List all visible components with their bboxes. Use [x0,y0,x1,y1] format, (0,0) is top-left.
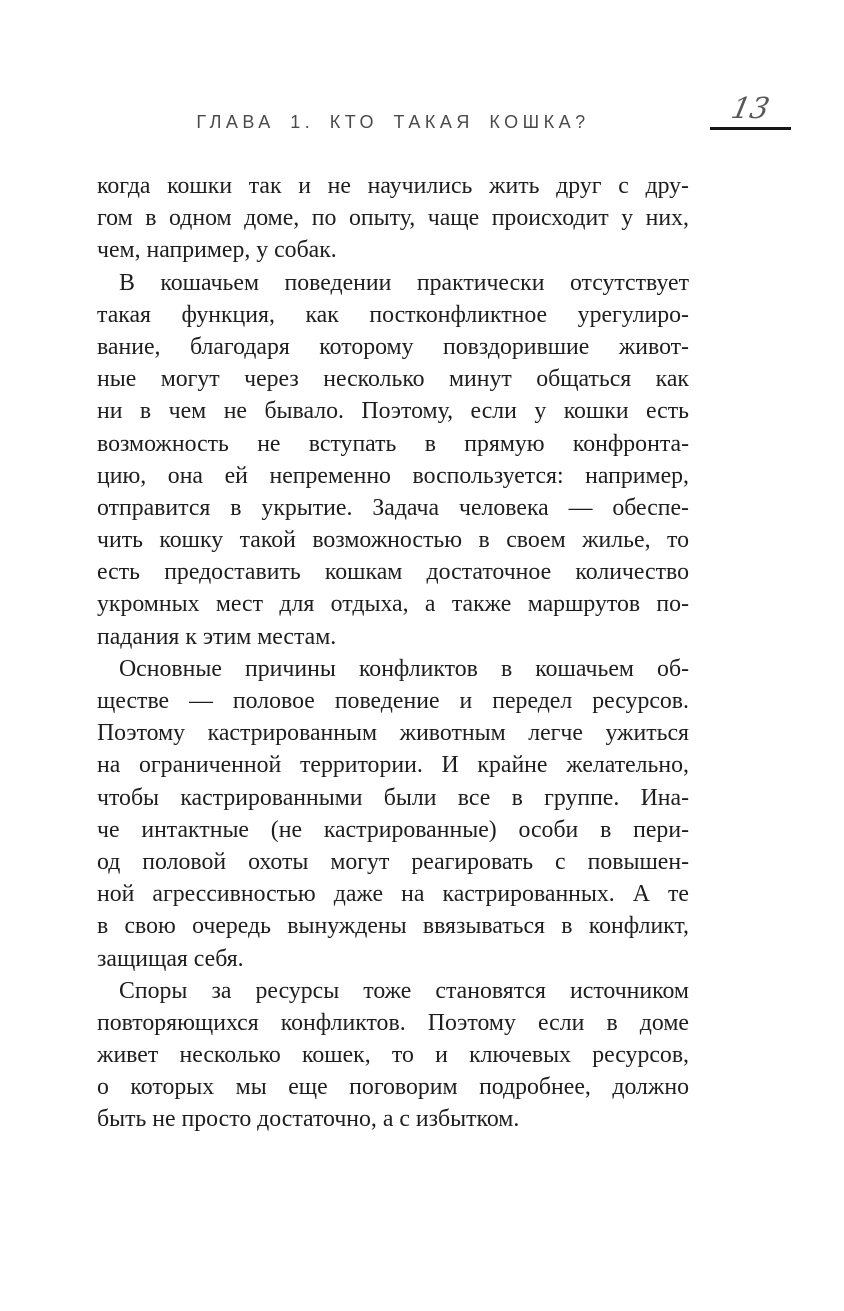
text-line: повторяющихся конфликтов. Поэтому если в доме [97,1009,689,1036]
text-line: чтобы кастрированными были все в группе. Ина- [97,784,689,811]
text-line: че интактные (не кастрированные) особи в пери- [97,816,689,843]
text-line: живет несколько кошек, то и ключевых ресурсов, [97,1042,689,1069]
text-line: о которых мы еще поговорим подробнее, должно [97,1074,689,1101]
text-line: ществе — половое поведение и передел ресурсов. [97,688,689,714]
text-line: падания к этим местам. [97,623,337,650]
page-text [97,170,689,1136]
text-line: ной агрессивностью даже на кастрированных. А те [97,881,689,908]
page-number: 13 [728,91,773,125]
page-number-block [710,90,791,130]
text-line: чить кошку такой возможностью в своем жилье, то [97,527,689,554]
text-line: цию, она ей непременно воспользуется: например, [97,462,689,489]
text-line: отправится в укрытие. Задача человека — обеспе- [97,494,689,521]
text-line: укромных мест для отдыха, а также маршрутов по- [97,591,689,618]
text-line: защищая себя. [97,945,244,972]
page-number-underline [710,127,791,130]
text-line: Споры за ресурсы тоже становятся источником [119,977,689,1004]
text-line: такая функция, как постконфликтное урегулиро- [97,301,689,328]
text-line: В кошачьем поведении практически отсутствует [119,269,689,296]
text-line: возможность не вступать в прямую конфронта- [97,430,689,457]
text-line: быть не просто достаточно, а с избытком. [97,1106,520,1133]
text-line: од половой охоты могут реагировать с повышен- [97,848,689,875]
text-line: ные могут через несколько минут общаться как [97,366,689,393]
text-line: гом в одном доме, по опыту, чаще происходит у них, [97,205,689,232]
text-line: когда кошки так и не научились жить друг с дру- [97,173,689,199]
text-line: Поэтому кастрированным животным легче ужиться [97,720,689,747]
text-line: Основные причины конфликтов в кошачьем об- [119,655,689,682]
text-line: в свою очередь вынуждены ввязываться в конфликт, [97,913,689,940]
text-line: ни в чем не бывало. Поэтому, если у кошки есть [97,398,689,425]
text-line: на ограниченной территории. И крайне желательно, [97,752,689,779]
chapter-title: ГЛАВА 1. КТО ТАКАЯ КОШКА? [196,112,590,132]
text-line: вание, благодаря которому повздорившие живот- [97,333,689,360]
text-line: чем, например, у собак. [97,237,337,264]
text-line: есть предоставить кошкам достаточное количество [97,559,689,586]
